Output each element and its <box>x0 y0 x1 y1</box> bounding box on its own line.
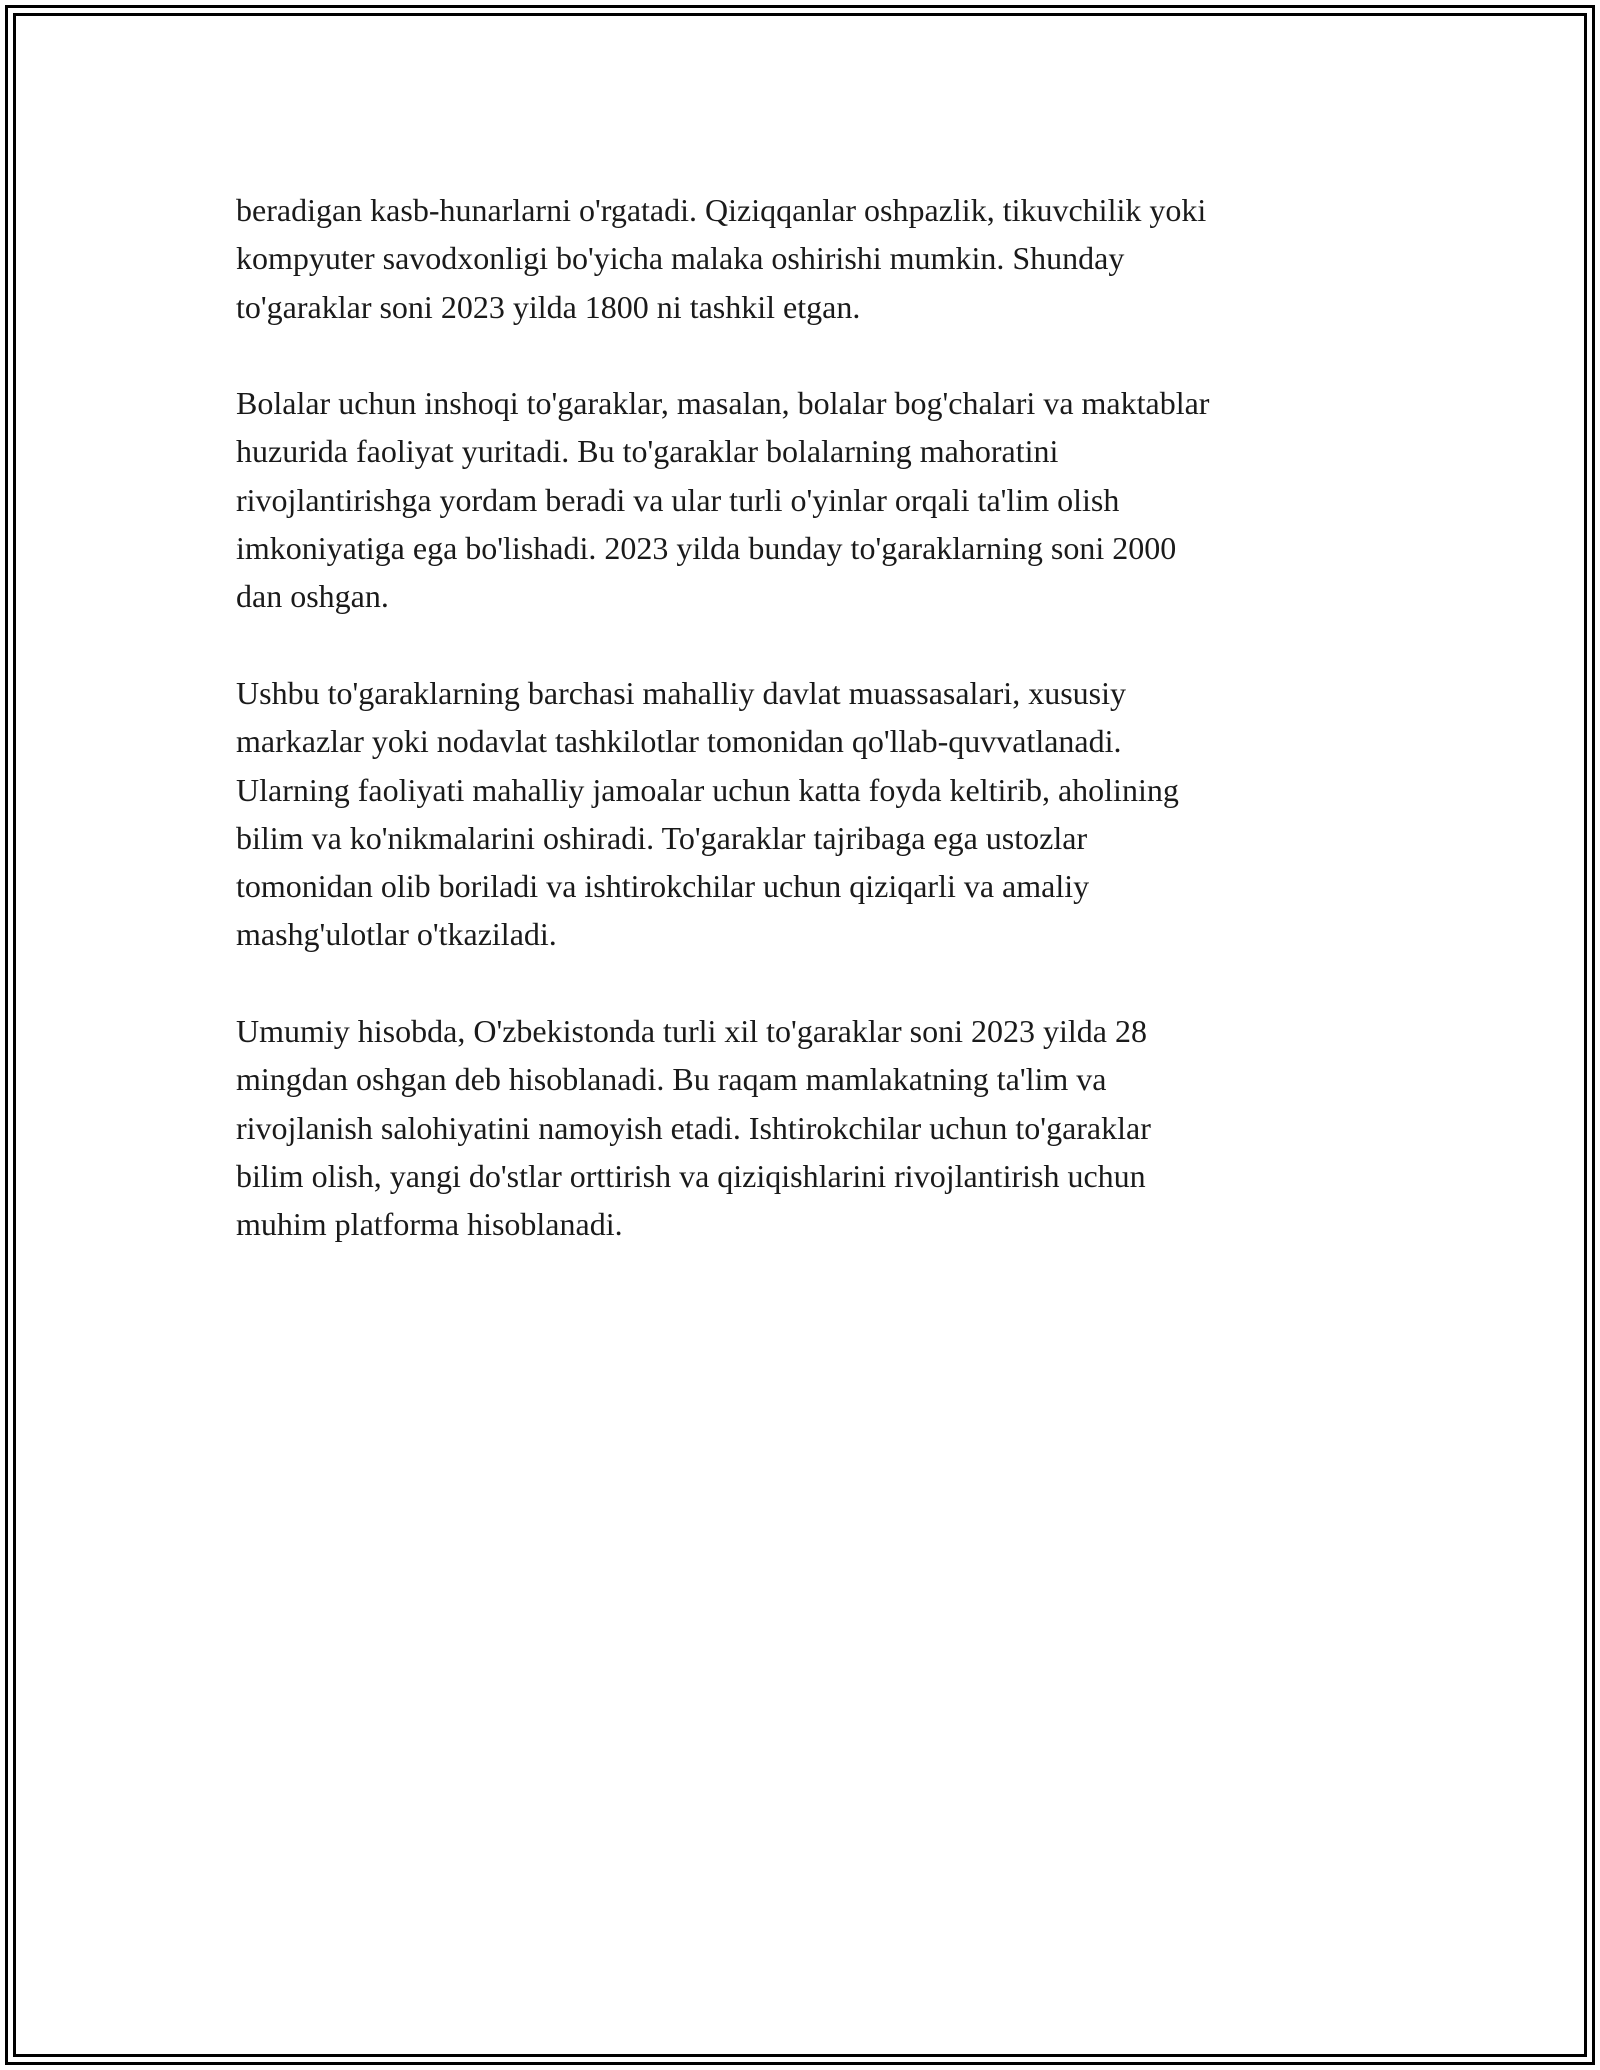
paragraph-line: dan oshgan. <box>236 578 389 615</box>
paragraph-line: kompyuter savodxonligi bo'yicha malaka oshirishi mumkin. Shunday <box>236 240 1125 277</box>
paragraph-line: Ushbu to'garaklarning barchasi mahalliy davlat muassasalari, xususiy <box>236 674 1126 711</box>
paragraph-1 <box>236 186 1366 331</box>
paragraph-line: rivojlantirishga yordam beradi va ular turli o'yinlar orqali ta'lim olish <box>236 481 1120 518</box>
paragraph-4 <box>236 1007 1366 1248</box>
paragraph-line: Ularning faoliyati mahalliy jamoalar uchun katta foyda keltirib, aholining <box>236 771 1179 808</box>
paragraph-line: mingdan oshgan deb hisoblanadi. Bu raqam mamlakatning ta'lim va <box>236 1061 1107 1098</box>
paragraph-line: to'garaklar soni 2023 yilda 1800 ni tashkil etgan. <box>236 288 861 325</box>
document-body <box>236 186 1366 1297</box>
paragraph-line: Umumiy hisobda, O'zbekistonda turli xil to'garaklar soni 2023 yilda 28 <box>236 1013 1147 1050</box>
paragraph-2 <box>236 379 1366 620</box>
paragraph-line: mashg'ulotlar o'tkaziladi. <box>236 916 557 953</box>
paragraph-line: imkoniyatiga ega bo'lishadi. 2023 yilda bunday to'garaklarning soni 2000 <box>236 530 1177 567</box>
paragraph-line: Bolalar uchun inshoqi to'garaklar, masalan, bolalar bog'chalari va maktablar <box>236 385 1210 422</box>
paragraph-line: rivojlanish salohiyatini namoyish etadi. Ishtirokchilar uchun to'garaklar <box>236 1109 1151 1146</box>
paragraph-line: markazlar yoki nodavlat tashkilotlar tomonidan qo'llab-quvvatlanadi. <box>236 723 1122 760</box>
paragraph-3 <box>236 669 1366 959</box>
paragraph-line: tomonidan olib boriladi va ishtirokchilar uchun qiziqarli va amaliy <box>236 868 1090 905</box>
paragraph-line: muhim platforma hisoblanadi. <box>236 1206 623 1243</box>
paragraph-line: beradigan kasb-hunarlarni o'rgatadi. Qiziqqanlar oshpazlik, tikuvchilik yoki <box>236 192 1207 228</box>
paragraph-line: bilim olish, yangi do'stlar orttirish va qiziqishlarini rivojlantirish uchun <box>236 1157 1146 1194</box>
paragraph-line: huzurida faoliyat yuritadi. Bu to'garaklar bolalarning mahoratini <box>236 433 1059 470</box>
paragraph-line: bilim va ko'nikmalarini oshiradi. To'garaklar tajribaga ega ustozlar <box>236 819 1088 856</box>
